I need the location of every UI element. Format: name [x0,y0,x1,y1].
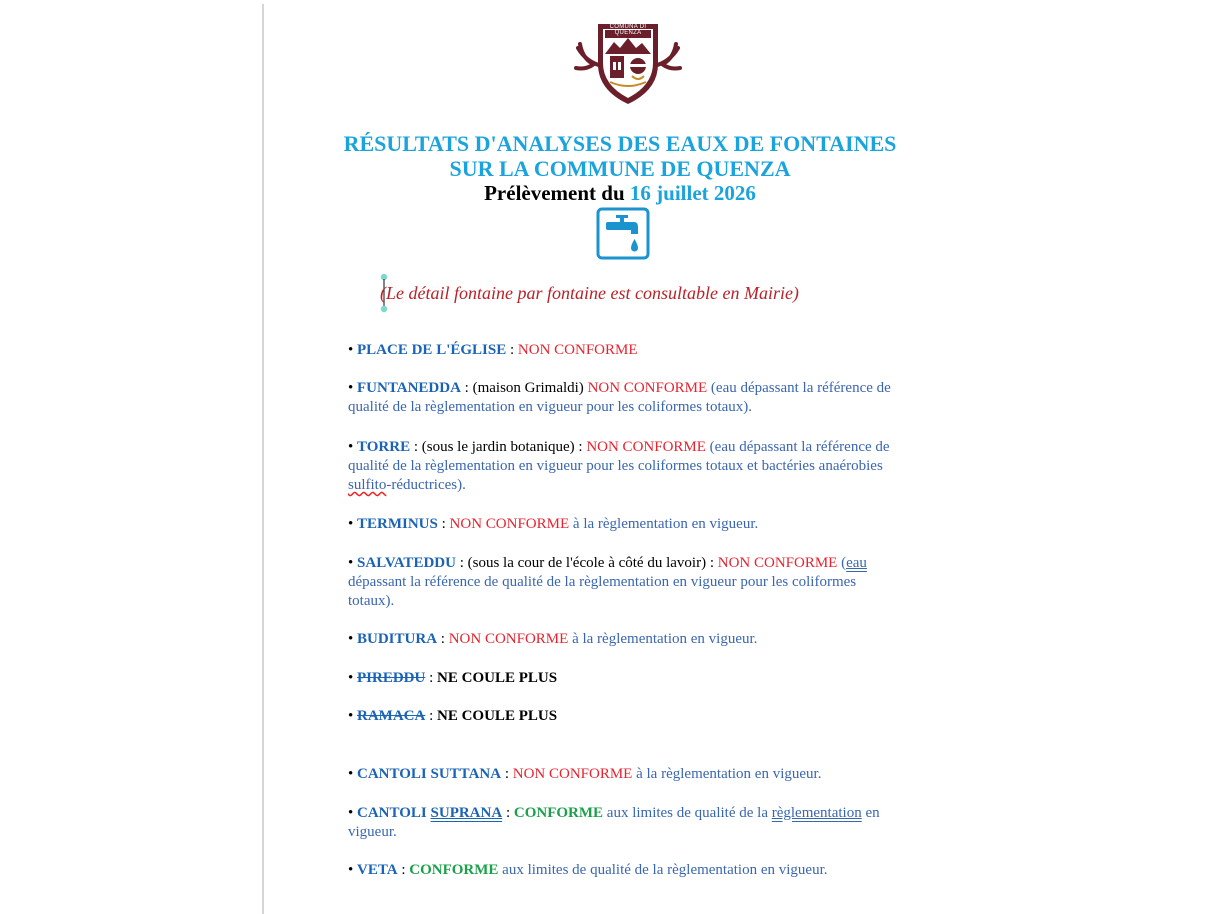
status-badge: NON CONFORME [448,631,569,647]
bullet: • [348,516,354,532]
bullet: • [348,631,354,647]
status-badge: NON CONFORME [717,555,838,571]
sampling-label: Prélèvement du [484,181,630,205]
water-tap-icon [596,207,650,260]
status-detail-end: -réductrices). [386,477,466,493]
fountain-name: TORRE [357,439,411,455]
separator: : [502,805,514,821]
list-item [348,804,898,842]
status-detail-end: en vigueur. [348,805,880,840]
fountain-name: FUNTANEDDA [357,380,461,396]
status-badge: NON CONFORME [517,342,638,358]
separator: : [437,631,449,647]
bullet: • [348,862,354,878]
fountain-name: BUDITURA [357,631,438,647]
status-detail-end: dépassant la référence de qualité de la règlementation en vigueur pour les coliformes totaux). [348,574,857,609]
status-badge: NON CONFORME [587,380,708,396]
list-item [348,669,898,688]
list-item [348,630,898,649]
status-badge: CONFORME [409,862,499,878]
page-title-line-1: RÉSULTATS D'ANALYSES DES EAUX DE FONTAINES [343,131,897,156]
separator: : [410,439,422,455]
separator: : [455,555,468,571]
status-detail: aux limites de qualité de la règlementation en vigueur. [498,862,828,878]
sampling-date: 16 juillet 2026 [629,181,756,205]
bullet: • [348,555,354,571]
separator: : [437,516,450,532]
fountain-name: VETA [357,862,398,878]
status-detail: (eau dépassant la référence de qualité de la règlementation en vigueur pour les coliformes totaux). [348,380,891,415]
underlined-word: eau [846,555,867,571]
separator: : [425,708,438,724]
status-detail: à la règlementation en vigueur. [632,766,822,782]
separator: : [425,670,438,686]
fountain-name-underlined: SUPRANA [430,805,503,821]
bullet: • [348,342,354,358]
bullet: • [348,708,354,724]
separator: : [501,766,513,782]
separator: : [397,862,410,878]
status-badge: NE COULE PLUS [437,708,558,724]
fountain-name: CANTOLI SUTTANA [357,766,502,782]
list-item [348,379,898,417]
fountain-location: (maison Grimaldi) [472,380,588,396]
fountain-name: SALVATEDDU [357,555,456,571]
separator: : [460,380,473,396]
fountain-name: TERMINUS [357,516,438,532]
fountain-name: PLACE DE L'ÉGLISE [357,342,507,358]
fountain-name: PIREDDU [357,670,426,686]
bullet: • [348,670,354,686]
page-title-line-2: SUR LA COMMUNE DE QUENZA [449,156,791,181]
list-item [348,438,898,495]
fountain-location: (sous la cour de l'école à côté du lavoir) : [467,555,718,571]
status-detail: à la règlementation en vigueur. [568,631,758,647]
status-detail: ( [837,555,847,571]
status-badge: NON CONFORME [586,439,706,455]
status-badge: NON CONFORME [512,766,633,782]
bullet: • [348,380,354,396]
spellcheck-word: sulfito [348,477,387,493]
list-item [348,707,898,726]
fountain-name: RAMACA [357,708,426,724]
status-badge: NE COULE PLUS [437,670,558,686]
bullet: • [348,805,354,821]
sampling-date-line [300,181,940,205]
list-item [348,341,898,360]
list-item [348,765,898,784]
fountain-name: CANTOLI [357,805,431,821]
page-margin-rule [262,4,264,914]
status-badge: CONFORME [513,805,604,821]
list-item [348,515,898,534]
fountain-location: (sous le jardin botanique) : [421,439,587,455]
status-detail: aux limites de qualité de la [603,805,772,821]
bullet: • [348,439,354,455]
underlined-word: règlementation [771,805,862,821]
bullet: • [348,766,354,782]
crest-text: COMUNA DI QUENZA [609,24,647,36]
consultation-note: (Le détail fontaine par fontaine est consultable en Mairie) [380,283,799,303]
separator: : [506,342,518,358]
status-detail: (eau dépassant la référence de qualité de la règlementation en vigueur pour les coliformes totaux et bactéries anaérobies [348,439,890,474]
status-badge: NON CONFORME [449,516,570,532]
status-detail: à la règlementation en vigueur. [569,516,759,532]
list-item [348,554,898,611]
list-item [348,861,898,880]
